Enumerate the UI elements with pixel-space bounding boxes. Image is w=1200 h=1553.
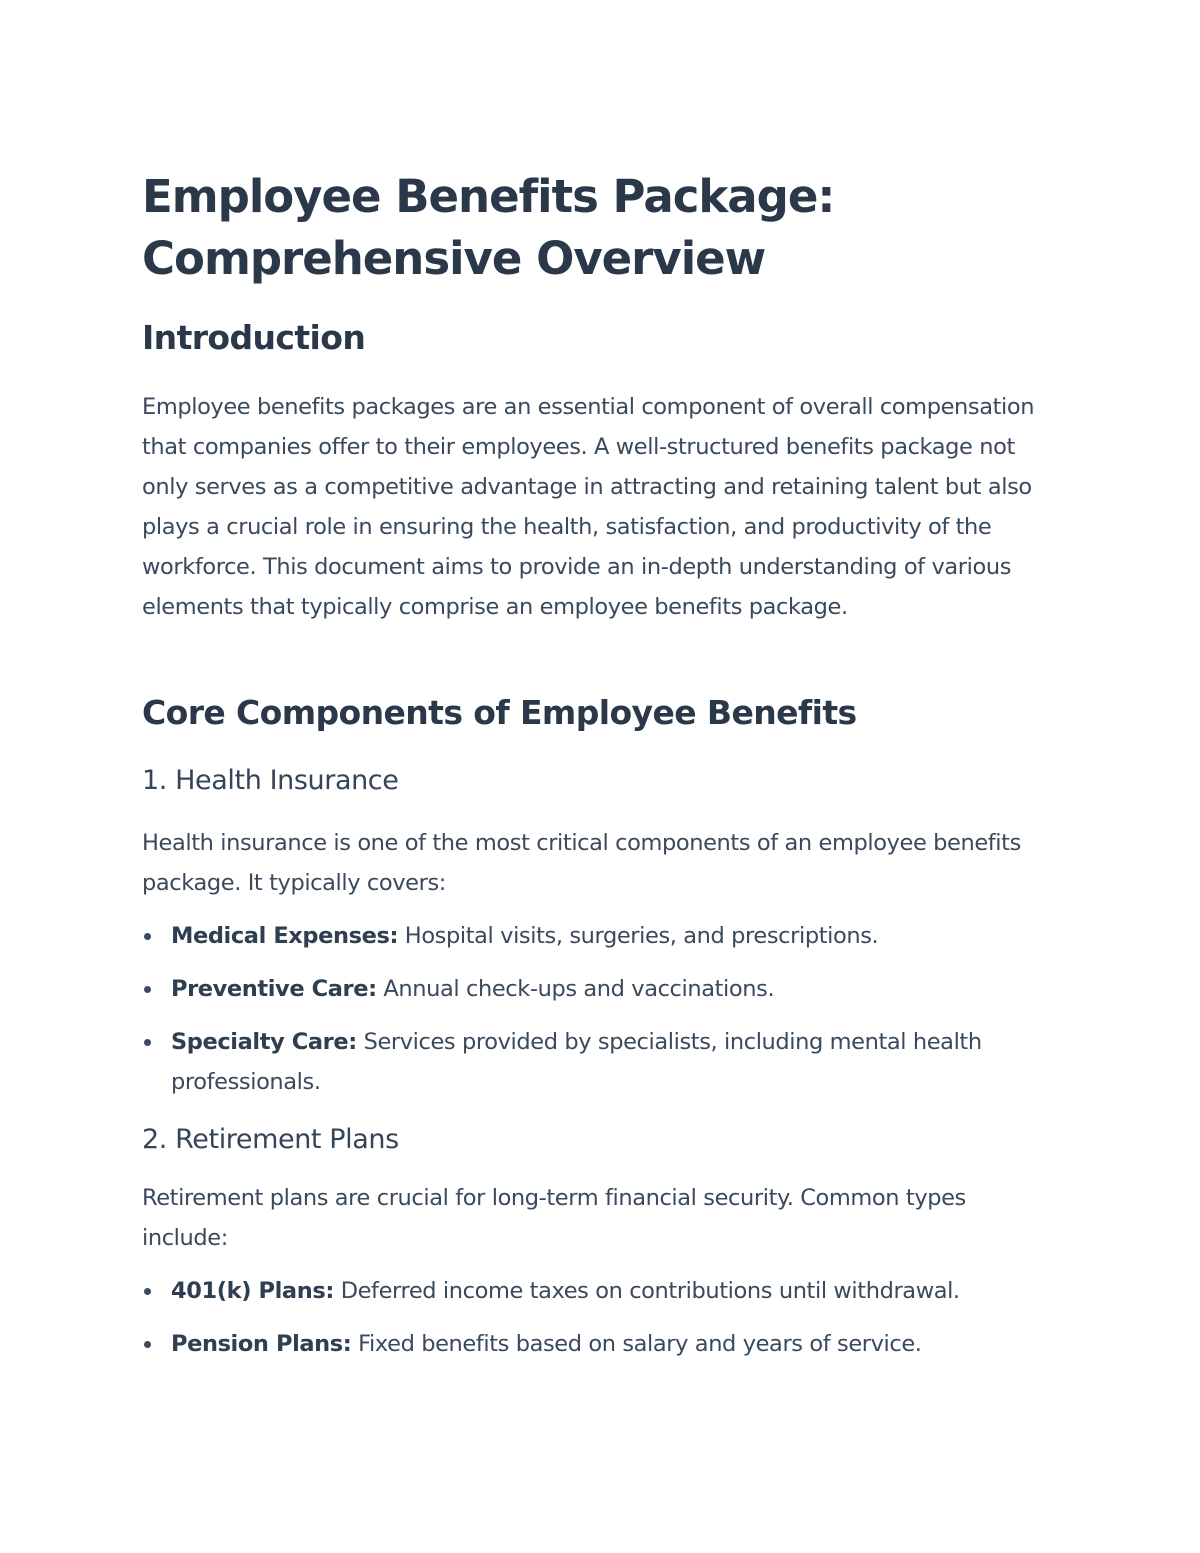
bullet-icon (144, 986, 151, 993)
list-item-term: Medical Expenses: (171, 923, 399, 949)
retirement-plans-list (142, 1271, 1062, 1364)
introduction-heading: Introduction (142, 318, 366, 357)
list-item-term: Specialty Care: (171, 1029, 357, 1055)
list-item-text: Hospital visits, surgeries, and prescriptions. (398, 923, 879, 949)
list-item-text: Services provided by specialists, including mental health professionals. (171, 1029, 982, 1095)
list-item-term: 401(k) Plans: (171, 1278, 334, 1304)
list-item (142, 1271, 1062, 1311)
bullet-icon (144, 1341, 151, 1348)
introduction-paragraph: Employee benefits packages are an essential component of overall compensation that companies offer to their employees. A well-structured benefits package not only serves as a competitive advantage in attracting and retaining talent but also plays a crucial role in ensuring the health, satisfaction, and productivity of the workforce. This document aims to provide an in-depth understanding of various elements that typically comprise an employee benefits package. (142, 394, 1035, 620)
list-item-text: Fixed benefits based on salary and years of service. (351, 1331, 922, 1357)
list-item (142, 916, 1062, 956)
list-item-text: Deferred income taxes on contributions until withdrawal. (333, 1278, 960, 1304)
title-line-2: Comprehensive Overview (142, 232, 766, 285)
list-item (142, 1022, 1011, 1102)
list-item-text: Annual check-ups and vaccinations. (376, 976, 775, 1002)
retirement-plans-heading: 2. Retirement Plans (142, 1124, 399, 1155)
bullet-icon (144, 1288, 151, 1295)
list-item-term: Preventive Care: (171, 976, 377, 1002)
bullet-icon (144, 1039, 151, 1046)
core-components-heading: Core Components of Employee Benefits (142, 693, 857, 732)
list-item (142, 969, 1062, 1009)
list-item (142, 1324, 1062, 1364)
health-insurance-heading: 1. Health Insurance (142, 765, 399, 796)
health-insurance-list (142, 916, 1062, 1102)
retirement-plans-paragraph: Retirement plans are crucial for long-term financial security. Common types include: (142, 1185, 966, 1251)
document-title (142, 166, 1062, 290)
title-line-1: Employee Benefits Package: (142, 170, 835, 223)
bullet-icon (144, 933, 151, 940)
health-insurance-paragraph: Health insurance is one of the most critical components of an employee benefits package. It typically covers: (142, 830, 1021, 896)
list-item-term: Pension Plans: (171, 1331, 352, 1357)
